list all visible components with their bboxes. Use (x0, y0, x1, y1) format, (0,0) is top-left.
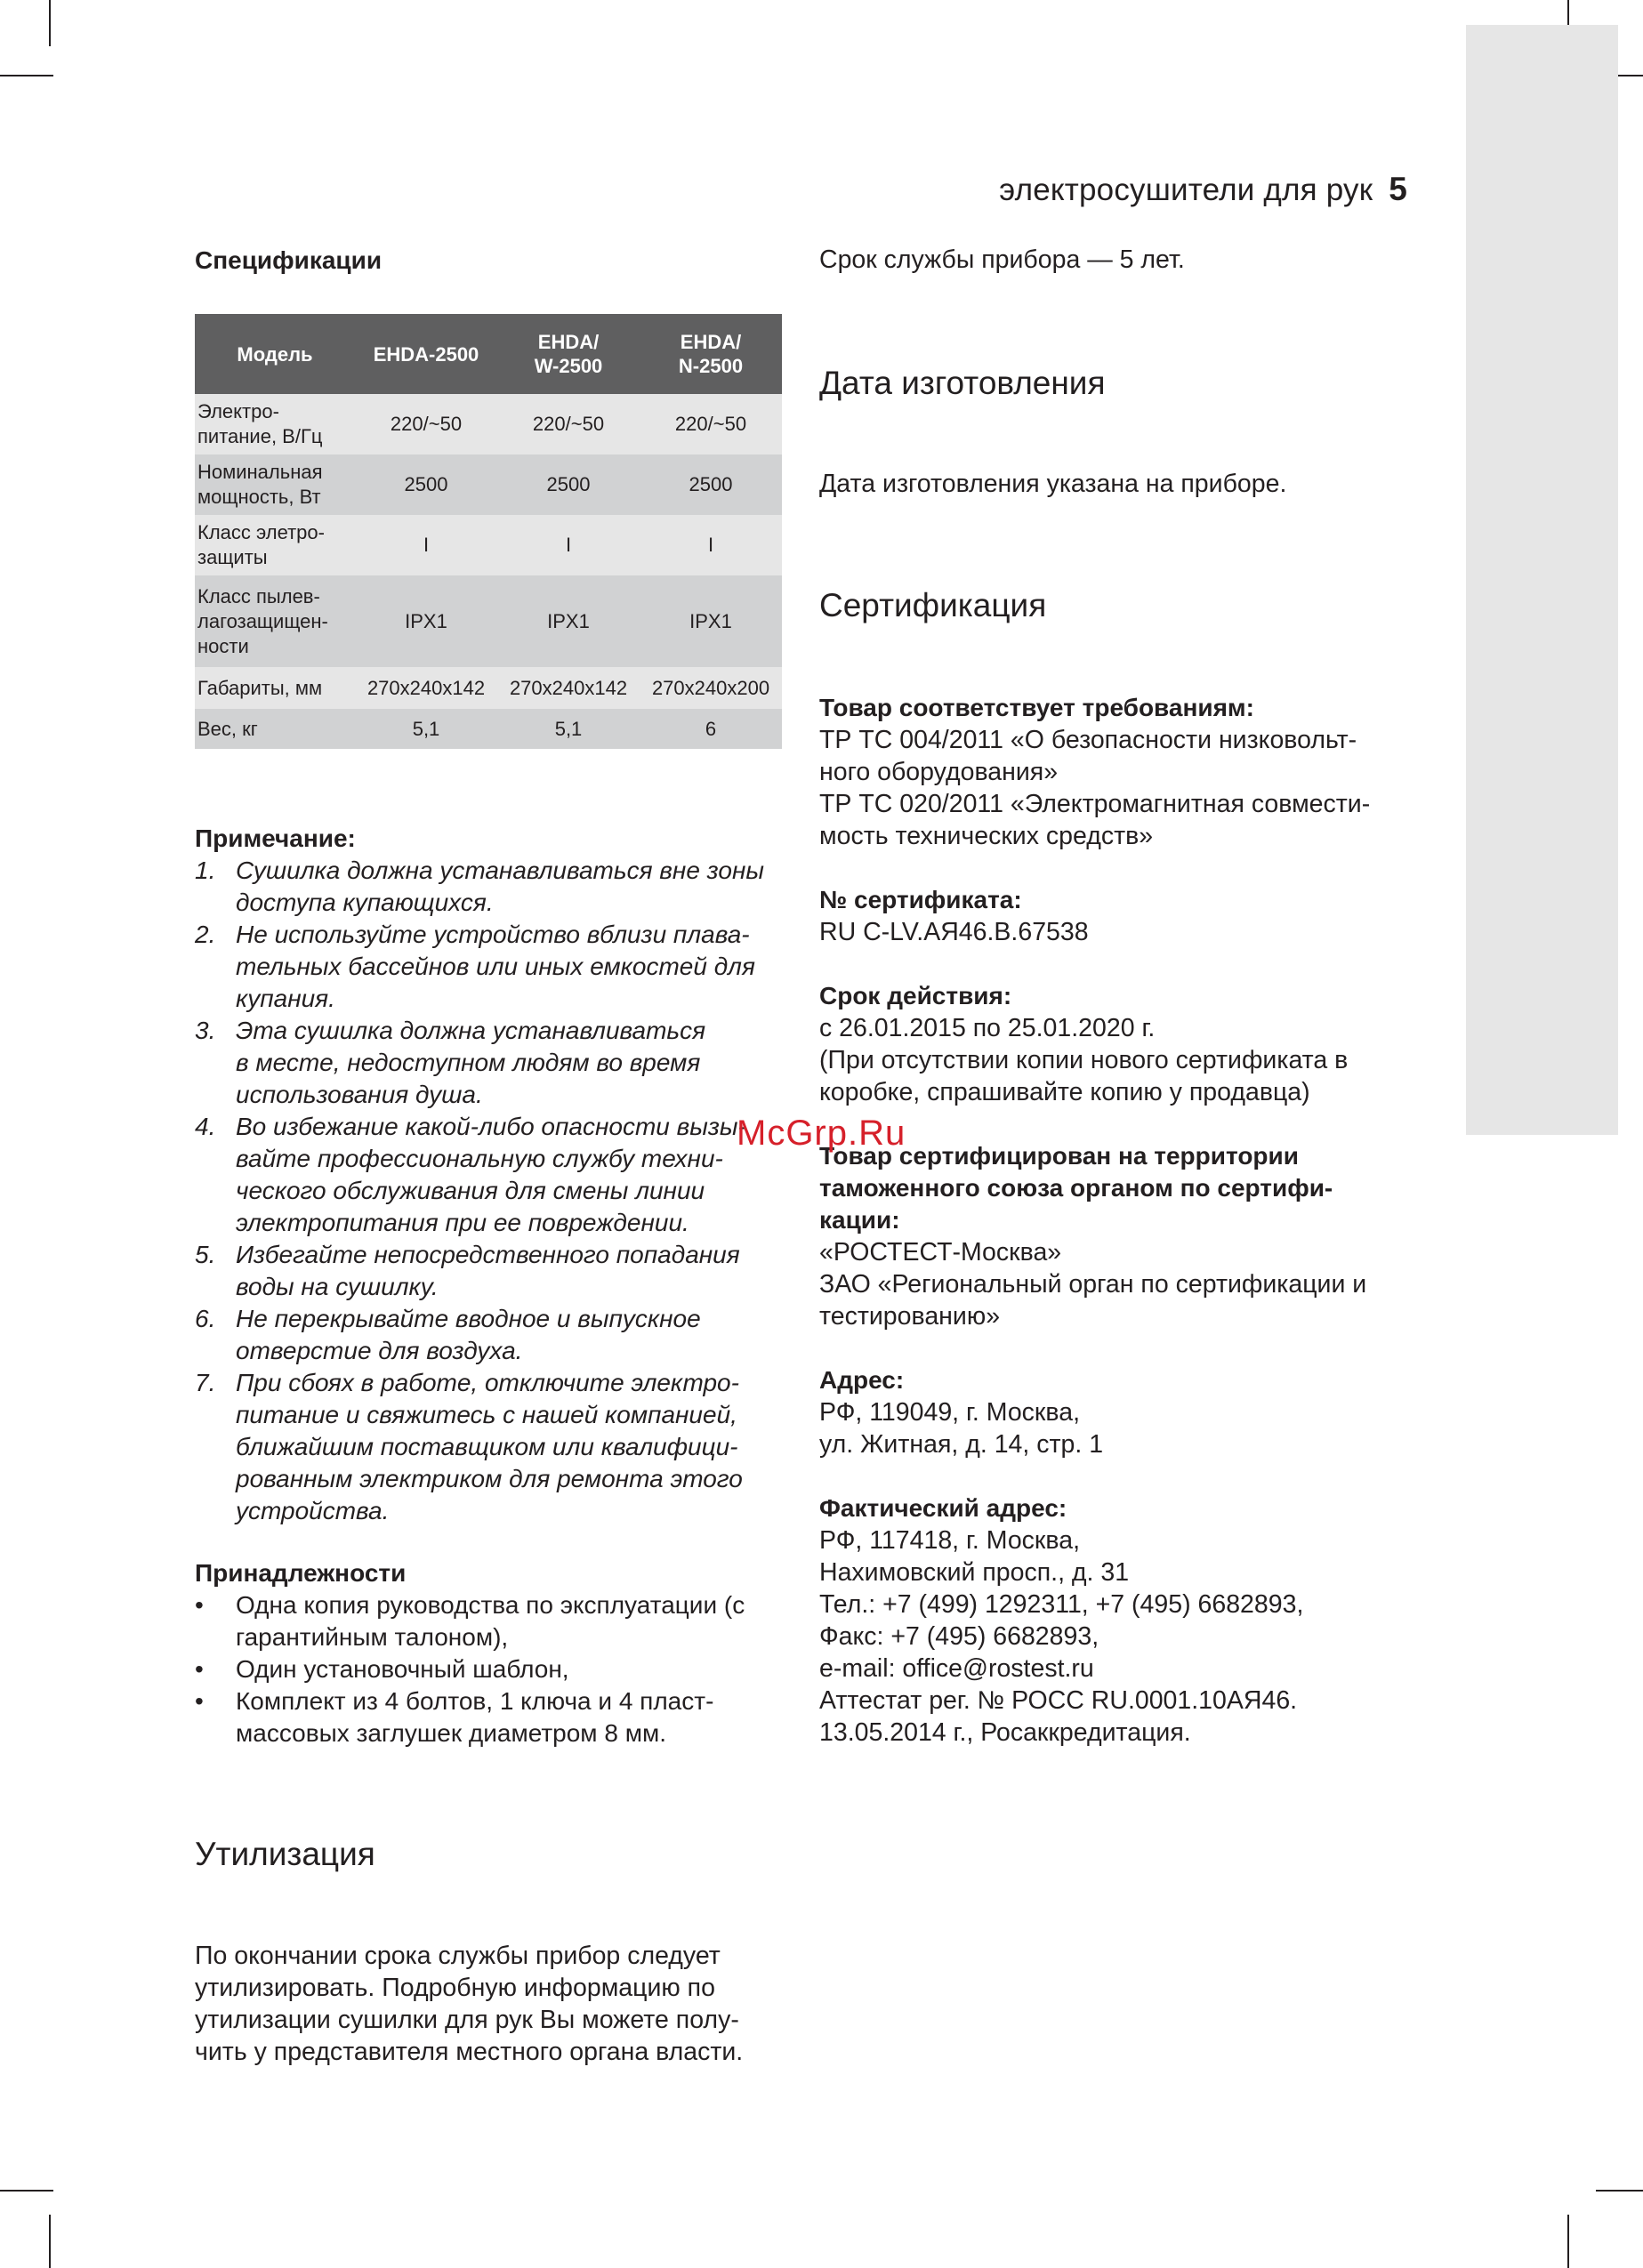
validity-text: с 26.01.2015 по 25.01.2020 г. (При отсутствии копии нового сертификата в коробке, спрашивайте копию у продавца) (819, 1014, 1349, 1106)
spec-cell: 220/~50 (355, 394, 497, 454)
list-item (195, 1303, 782, 1367)
list-text: Не используйте устройство вблизи плава- тельных бассейнов или иных емкостей для купания. (236, 921, 755, 1012)
crop-mark (1567, 2215, 1569, 2268)
manufacture-text: Дата изготовления указана на приборе. (819, 470, 1287, 498)
manufacture-heading: Дата изготовления (819, 365, 1106, 401)
specs-heading: Спецификации (195, 246, 383, 274)
spec-cell: IPX1 (640, 575, 782, 667)
list-item (195, 1239, 782, 1303)
table-row (195, 575, 782, 667)
spec-cell: I (640, 515, 782, 575)
list-text: Комплект из 4 болтов, 1 ключа и 4 пласт- массовых заглушек диаметром 8 мм. (236, 1687, 714, 1747)
crop-mark (49, 2215, 51, 2268)
list-item (195, 1367, 782, 1527)
list-text: Эта сушилка должна устанавливаться в месте, недоступном людям во время использования душа. (236, 1017, 706, 1108)
service-life-text: Срок службы прибора — 5 лет. (819, 245, 1185, 274)
address-text: РФ, 119049, г. Москва, ул. Житная, д. 14, стр. 1 (819, 1398, 1104, 1459)
accessories-heading: Принадлежности (195, 1559, 407, 1587)
list-item (195, 919, 782, 1015)
requirements-heading: Товар соответствует требованиям: (819, 694, 1254, 721)
table-row (195, 709, 782, 749)
list-number: 4. (195, 1113, 216, 1140)
actual-address-heading: Фактический адрес: (819, 1494, 1067, 1522)
certified-heading: Товар сертифицирован на территории таможенного союза органом по сертифи- кации: (819, 1142, 1333, 1234)
spec-cell: I (497, 515, 640, 575)
list-item (195, 1685, 782, 1749)
validity-heading: Срок действия: (819, 982, 1012, 1009)
list-item (195, 1589, 782, 1653)
crop-mark (49, 0, 51, 46)
crop-mark (0, 75, 53, 76)
spec-cell: 270x240x200 (640, 667, 782, 709)
note-section (195, 823, 782, 1749)
list-text: Не перекрывайте вводное и выпускное отверстие для воздуха. (236, 1305, 701, 1364)
list-text: Сушилка должна устанавливаться вне зоны доступа купающихся. (236, 857, 764, 916)
list-number: 3. (195, 1017, 216, 1044)
note-heading: Примечание: (195, 824, 356, 852)
disposal-heading: Утилизация (195, 1836, 375, 1872)
list-number: 5. (195, 1241, 216, 1268)
spec-cell: 2500 (355, 454, 497, 515)
list-text: Одна копия руководства по эксплуатации (с гарантийным талоном), (236, 1591, 745, 1651)
cert-number-text: RU C-LV.АЯ46.В.67538 (819, 918, 1089, 946)
spec-table (195, 314, 782, 749)
certification-heading: Сертификация (819, 587, 1047, 623)
list-item (195, 1653, 782, 1685)
list-text: Избегайте непосредственного попадания воды на сушилку. (236, 1241, 740, 1300)
bullet: • (195, 1655, 204, 1683)
table-row (195, 515, 782, 575)
certified-text: «РОСТЕСТ-Москва» ЗАО «Региональный орган по сертификации и тестированию» (819, 1238, 1367, 1331)
side-tab (1466, 25, 1618, 1135)
requirements-text: ТР ТС 004/2011 «О безопасности низковольт- ного оборудования» ТР ТС 020/2011 «Электромагнитная совмести- мость технических средств» (819, 726, 1371, 850)
list-item (195, 1015, 782, 1111)
list-number: 1. (195, 857, 216, 884)
header-title: электросушители для рук (999, 173, 1373, 207)
list-number: 7. (195, 1369, 216, 1396)
table-row (195, 667, 782, 709)
list-item (195, 1111, 782, 1239)
spec-cell: Класс элетро- защиты (195, 515, 355, 575)
accessories-list (195, 1589, 782, 1749)
spec-cell: 220/~50 (497, 394, 640, 454)
spec-cell: Номинальная мощность, Вт (195, 454, 355, 515)
bullet: • (195, 1591, 204, 1619)
spec-table-header (195, 314, 782, 394)
list-text: Во избежание какой-либо опасности вызы- вайте профессиональную службу техни- ческого обслуживания для смены линии электропитания при ее повреждении. (236, 1113, 746, 1236)
page-number: 5 (1389, 171, 1407, 207)
spec-col-header: Модель (195, 314, 355, 394)
spec-col-header: EHDA-2500 (355, 314, 497, 394)
spec-cell: 2500 (497, 454, 640, 515)
spec-cell: 220/~50 (640, 394, 782, 454)
list-number: 6. (195, 1305, 216, 1332)
spec-cell: 270x240x142 (497, 667, 640, 709)
spec-cell: 270x240x142 (355, 667, 497, 709)
spec-cell: IPX1 (355, 575, 497, 667)
list-text: Один установочный шаблон, (236, 1655, 569, 1683)
spec-cell: IPX1 (497, 575, 640, 667)
spec-cell: I (355, 515, 497, 575)
spec-cell: Класс пылев- лагозащищен- ности (195, 575, 355, 667)
watermark: McGrp.Ru (737, 1114, 906, 1153)
list-text: При сбоях в работе, отключите электро- питание и свяжитесь с нашей компанией, ближайшим поставщиком или квалифици- рованным электриком для ремонта этого устройства. (236, 1369, 743, 1524)
spec-cell: 2500 (640, 454, 782, 515)
list-item (195, 855, 782, 919)
cert-number-heading: № сертификата: (819, 886, 1022, 913)
list-number: 2. (195, 921, 216, 948)
spec-cell: Габариты, мм (195, 667, 355, 709)
spec-col-header: EHDA/ W-2500 (497, 314, 640, 394)
spec-cell: 5,1 (497, 709, 640, 749)
disposal-text: По окончании срока службы прибор следует утилизировать. Подробную информацию по утилизации сушилки для рук Вы можете полу- чить у представителя местного органа власти. (195, 1942, 744, 2066)
table-row (195, 454, 782, 515)
spec-cell: 5,1 (355, 709, 497, 749)
crop-mark (0, 2190, 53, 2192)
spec-cell: Вес, кг (195, 709, 355, 749)
table-row (195, 394, 782, 454)
certification-details (819, 692, 1406, 1749)
spec-cell: 6 (640, 709, 782, 749)
crop-mark (1596, 2190, 1643, 2192)
address-heading: Адрес: (819, 1366, 905, 1394)
actual-address-text: РФ, 117418, г. Москва, Нахимовский просп., д. 31 Тел.: +7 (499) 1292311, +7 (495) 6682893, Факс: +7 (495) 6682893, e-mail: office@rostest.ru Аттестат рег. № РОСС RU.0001.10АЯ46. 13.05.2014 г., Росаккредитация. (819, 1526, 1304, 1747)
spec-col-header: EHDA/ N-2500 (640, 314, 782, 394)
spec-cell: Электро- питание, В/Гц (195, 394, 355, 454)
bullet: • (195, 1687, 204, 1715)
note-list (195, 855, 782, 1527)
running-header (999, 171, 1407, 208)
